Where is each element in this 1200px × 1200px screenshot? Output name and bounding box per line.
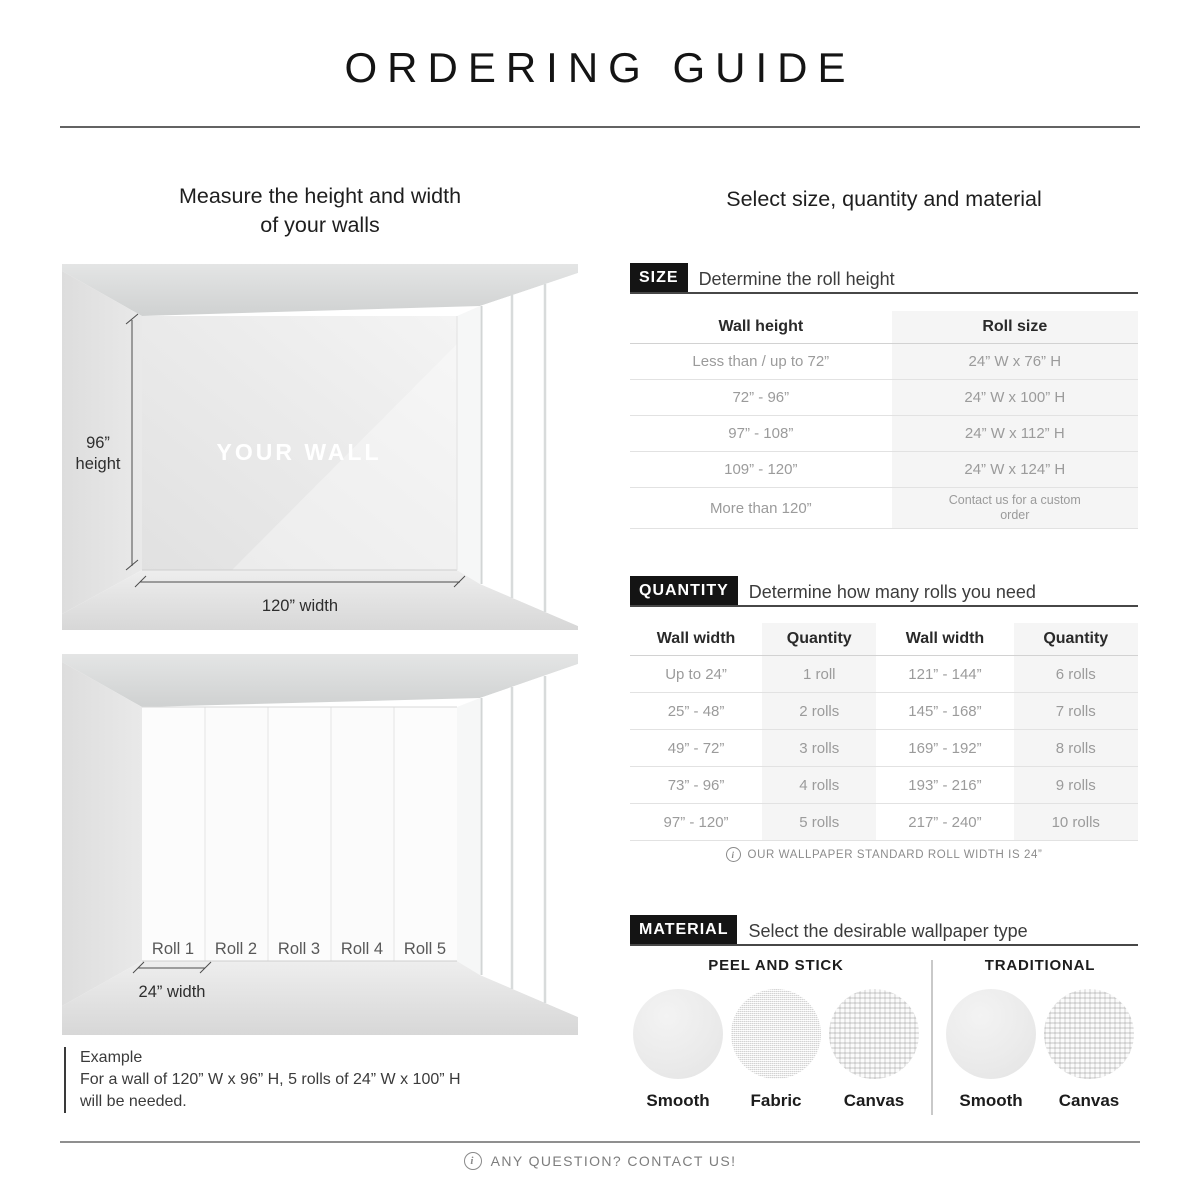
material-option (829, 989, 919, 1111)
example-line2: will be needed. (80, 1093, 187, 1110)
left-heading-line1: Measure the height and width (178, 184, 462, 208)
wall-width-cell: 121” - 144” (908, 665, 982, 683)
width-label: 120” width (261, 597, 339, 615)
example-block (64, 1047, 461, 1113)
quantity-section-header (630, 575, 1138, 607)
traditional-title: TRADITIONAL (984, 957, 1096, 974)
quantity-cell: 6 rolls (1014, 656, 1138, 692)
quantity-cell: 7 rolls (1014, 693, 1138, 729)
footer-text: ANY QUESTION? CONTACT US! (490, 1153, 737, 1169)
roll-size-cell: Contact us for a custom order (892, 488, 1138, 528)
quantity-table-row (630, 767, 1138, 804)
wall-width-cell: 97” - 120” (663, 813, 729, 831)
quantity-table-header-row (630, 623, 1138, 656)
window (480, 664, 578, 1017)
wall-width-cell: 145” - 168” (908, 702, 982, 720)
wall-width-cell: 193” - 216” (908, 776, 982, 794)
swatch-label: Fabric (750, 1091, 802, 1110)
material-option (731, 989, 821, 1111)
wall-width-cell: 25” - 48” (667, 702, 725, 720)
wall-height-cell: 109” - 120” (724, 461, 798, 478)
wallpaper-rolls (142, 707, 457, 961)
size-table-row (630, 344, 1138, 380)
smooth-texture-swatch (946, 989, 1036, 1079)
material-group-peel-and-stick (630, 957, 922, 1111)
roll-size-cell: 24” W x 76” H (892, 344, 1138, 379)
room-illustration-rolls (62, 654, 578, 1035)
fabric-texture-swatch (731, 989, 821, 1079)
swatch-label: Smooth (959, 1091, 1023, 1110)
roll-3-label: Roll 3 (277, 940, 321, 958)
left-column-heading (90, 182, 550, 240)
material-section-header (630, 914, 1138, 946)
roll-size-cell: 24” W x 112” H (892, 416, 1138, 451)
roll-1-label: Roll 1 (151, 940, 195, 958)
room-structure (62, 654, 578, 1035)
room-illustration-measure (62, 264, 578, 630)
material-section-title: Select the desirable wallpaper type (748, 921, 1028, 941)
col-header-wall-width: Wall width (905, 630, 985, 647)
title-divider (60, 126, 1140, 128)
roll-5-label: Roll 5 (403, 940, 447, 958)
material-badge: MATERIAL (630, 915, 737, 944)
material-option (1044, 989, 1134, 1111)
footer (0, 1152, 1200, 1170)
roll-size-cell: 24” W x 124” H (892, 452, 1138, 487)
roll-4-label: Roll 4 (340, 940, 384, 958)
material-group-divider (931, 960, 933, 1115)
swatch-label: Canvas (1058, 1091, 1120, 1110)
roll-size-cell: 24” W x 100” H (892, 380, 1138, 415)
page-title: ORDERING GUIDE (344, 44, 856, 91)
quantity-badge: QUANTITY (630, 576, 738, 605)
quantity-table-row (630, 656, 1138, 693)
size-section-header (630, 262, 1138, 294)
swatch-label: Smooth (646, 1091, 710, 1110)
wall-width-cell: 217” - 240” (908, 813, 982, 831)
quantity-cell: 8 rolls (1014, 730, 1138, 766)
col-header-roll-size: Roll size (892, 311, 1138, 343)
quantity-table-row (630, 804, 1138, 841)
swatch-label: Canvas (843, 1091, 905, 1110)
material-group-traditional (942, 957, 1138, 1111)
col-header-quantity: Quantity (1014, 623, 1138, 655)
window (480, 273, 578, 626)
size-table-row (630, 452, 1138, 488)
quantity-section-title: Determine how many rolls you need (748, 582, 1036, 602)
example-title: Example (80, 1049, 143, 1066)
quantity-cell: 5 rolls (762, 804, 876, 840)
wall-height-cell: 97” - 108” (728, 425, 794, 442)
wall-height-cell: More than 120” (709, 499, 812, 517)
roll-width-label: 24” width (138, 983, 206, 1001)
height-value-label: 96” (86, 434, 110, 452)
roll-width-note (630, 847, 1138, 862)
quantity-cell: 2 rolls (762, 693, 876, 729)
footer-divider (60, 1141, 1140, 1143)
wall-width-cell: Up to 24” (665, 665, 727, 683)
material-option (946, 989, 1036, 1111)
size-table-row (630, 416, 1138, 452)
canvas-texture-swatch (829, 989, 919, 1079)
wall-width-cell: 49” - 72” (667, 739, 725, 757)
roll-2-label: Roll 2 (214, 940, 258, 958)
right-column-heading: Select size, quantity and material (726, 187, 1042, 211)
size-table (630, 311, 1138, 529)
wall-height-cell: 72” - 96” (732, 389, 790, 406)
info-icon: i (464, 1152, 482, 1170)
material-option (633, 989, 723, 1111)
smooth-texture-swatch (633, 989, 723, 1079)
quantity-cell: 4 rolls (762, 767, 876, 803)
col-header-quantity: Quantity (762, 623, 876, 655)
size-table-row (630, 380, 1138, 416)
peel-and-stick-title: PEEL AND STICK (708, 957, 844, 974)
size-badge: SIZE (630, 263, 688, 292)
quantity-cell: 10 rolls (1014, 804, 1138, 840)
canvas-texture-swatch (1044, 989, 1134, 1079)
size-table-row (630, 488, 1138, 529)
info-icon: i (726, 847, 741, 862)
height-word-label: height (75, 455, 121, 473)
wall-width-cell: 169” - 192” (908, 739, 982, 757)
left-heading-line2: of your walls (260, 213, 380, 237)
col-header-wall-width: Wall width (656, 630, 736, 647)
col-header-wall-height: Wall height (718, 318, 804, 335)
size-section-title: Determine the roll height (698, 269, 895, 289)
your-wall-label: YOUR WALL (216, 439, 382, 465)
quantity-cell: 3 rolls (762, 730, 876, 766)
quantity-cell: 9 rolls (1014, 767, 1138, 803)
quantity-cell: 1 roll (762, 656, 876, 692)
quantity-table-row (630, 730, 1138, 767)
wall-width-cell: 73” - 96” (667, 776, 725, 794)
quantity-table-row (630, 693, 1138, 730)
size-table-header-row (630, 311, 1138, 344)
wall-height-cell: Less than / up to 72” (692, 353, 830, 370)
quantity-table (630, 623, 1138, 841)
example-line1: For a wall of 120” W x 96” H, 5 rolls of 24” W x 100” H (80, 1071, 461, 1088)
roll-width-note-text: OUR WALLPAPER STANDARD ROLL WIDTH IS 24” (747, 848, 1043, 861)
